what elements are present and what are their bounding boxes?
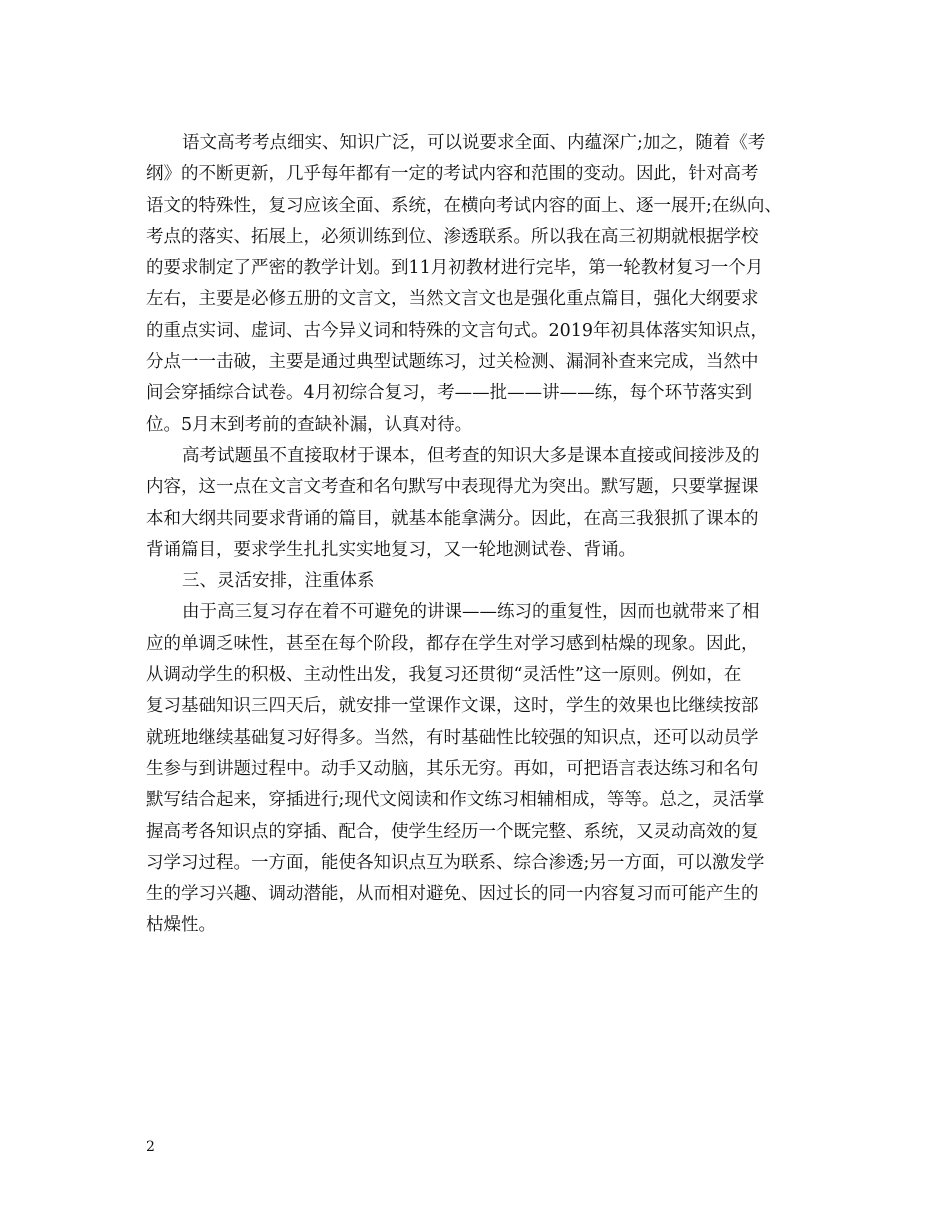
text-line: 默写结合起来，穿插进行;现代文阅读和作文练习相辅相成，等等。总之，灵活掌 <box>146 790 765 811</box>
text-line: 握高考各知识点的穿插、配合，使学生经历一个既完整、系统，又灵动高效的复 <box>146 821 759 842</box>
text-line: 应的单调乏味性，甚至在每个阶段，都存在学生对学习感到枯燥的现象。因此， <box>146 633 759 654</box>
text-line: 考点的落实、拓展上，必须训练到位、渗透联系。所以我在高三初期就根据学校 <box>146 226 759 247</box>
text-line: 纲》的不断更新，几乎每年都有一定的考试内容和范围的变动。因此，针对高考 <box>146 164 759 185</box>
text-line: 习学习过程。一方面，能使各知识点互为联系、综合渗透;另一方面，可以激发学 <box>146 852 765 873</box>
text-line: 位。5月末到考前的查缺补漏，认真对待。 <box>146 414 473 435</box>
text-line: 三、灵活安排，注重体系 <box>182 571 375 592</box>
text-line: 从调动学生的积极、主动性出发，我复习还贯彻“灵活性”这一原则。例如，在 <box>146 665 742 686</box>
page-number: 2 <box>146 1139 155 1155</box>
text-line: 的要求制定了严密的教学计划。到11月初教材进行完毕，第一轮教材复习一个月 <box>146 258 764 279</box>
text-line: 高考试题虽不直接取材于课本，但考查的知识大多是课本直接或间接涉及的 <box>182 445 760 466</box>
document-body <box>146 128 811 942</box>
text-line: 分点一一击破，主要是通过典型试题练习，过关检测、漏洞补查来完成，当然中 <box>146 352 759 373</box>
text-line: 左右，主要是必修五册的文言文，当然文言文也是强化重点篇目，强化大纲要求 <box>146 289 759 310</box>
text-line: 生的学习兴趣、调动潜能，从而相对避免、因过长的同一内容复习而可能产生的 <box>146 884 759 905</box>
text-line: 语文的特殊性，复习应该全面、系统，在横向考试内容的面上、逐一展开;在纵向、 <box>146 195 782 216</box>
text-line: 语文高考考点细实、知识广泛，可以说要求全面、内蕴深广;加之，随着《考 <box>182 133 766 153</box>
text-line: 复习基础知识三四天后，就安排一堂课作文课，这时，学生的效果也比继续按部 <box>146 696 759 717</box>
text-line: 本和大纲共同要求背诵的篇目，就基本能拿满分。因此，在高三我狠抓了课本的 <box>146 508 759 529</box>
text-line: 由于高三复习存在着不可避免的讲课——练习的重复性，因而也就带来了相 <box>182 602 760 623</box>
text-line: 的重点实词、虚词、古今异义词和特殊的文言句式。2019年初具体落实知识点， <box>146 320 769 341</box>
text-line: 背诵篇目，要求学生扎扎实实地复习，又一轮地测试卷、背诵。 <box>146 539 636 560</box>
text-line: 间会穿插综合试卷。4月初综合复习，考——批——讲——练，每个环节落实到 <box>146 383 753 404</box>
text-line: 就班地继续基础复习好得多。当然，有时基础性比较强的知识点，还可以动员学 <box>146 727 759 748</box>
text-line: 枯燥性。 <box>146 915 216 936</box>
text-line: 生参与到讲题过程中。动手又动脑，其乐无穷。再如，可把语言表达练习和名句 <box>146 758 759 779</box>
text-line: 内容，这一点在文言文考查和名句默写中表现得尤为突出。默写题，只要掌握课 <box>146 477 759 498</box>
